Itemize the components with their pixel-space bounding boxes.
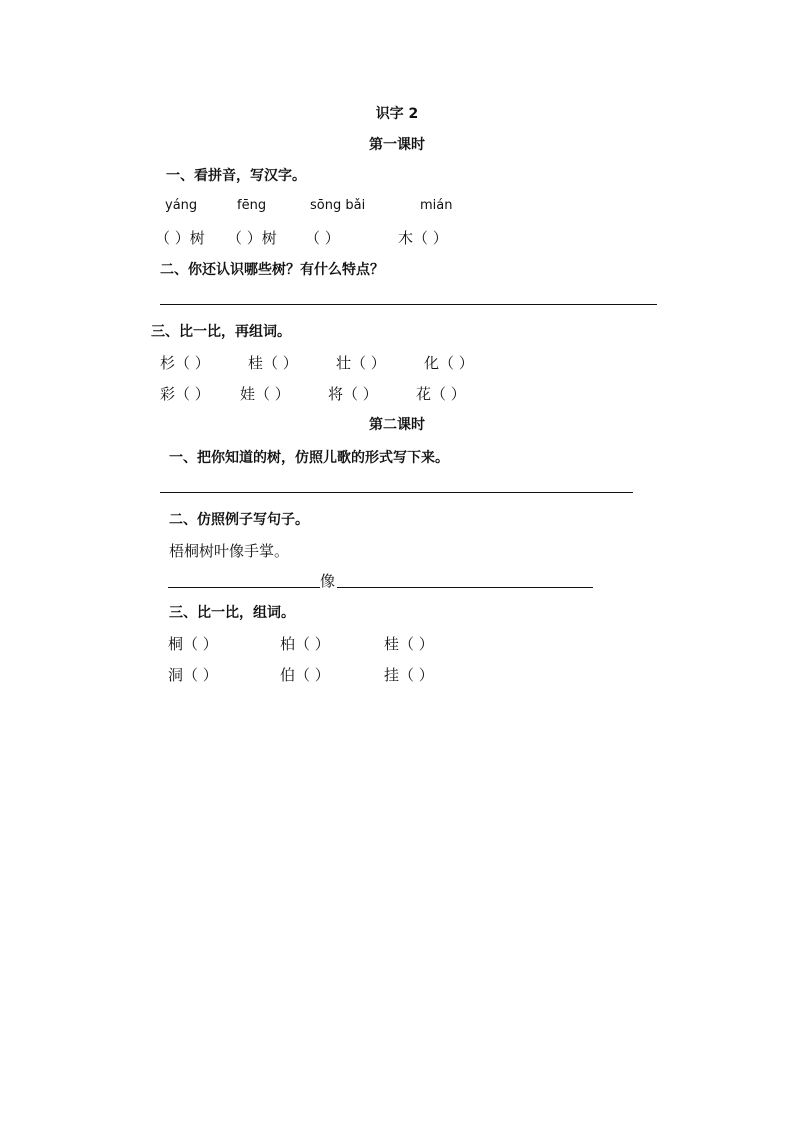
word-blank-gui2[interactable]: 桂（ ）	[384, 635, 434, 653]
word-blank-hua2[interactable]: 花（ ）	[416, 385, 466, 403]
answer-blank-2[interactable]: （ ）树	[227, 229, 277, 247]
word-blank-cai[interactable]: 彩（ ）	[160, 385, 210, 403]
pinyin-songbai: sōng bǎi	[310, 198, 366, 213]
word-blank-shan[interactable]: 杉（ ）	[160, 354, 210, 372]
pinyin-yang: yáng	[165, 198, 198, 213]
l1-q2-title: 二、你还认识哪些树？有什么特点？	[160, 262, 384, 278]
l2-q3-title: 三、比一比，组词。	[169, 605, 295, 621]
answer-blank-3[interactable]: （ ）	[305, 229, 340, 247]
word-blank-bai[interactable]: 柏（ ）	[280, 635, 330, 653]
word-blank-hua[interactable]: 化（ ）	[424, 354, 474, 372]
l1-q3-title: 三、比一比，再组词。	[151, 324, 291, 340]
word-blank-tong[interactable]: 桐（ ）	[168, 635, 218, 653]
pinyin-feng: fēng	[237, 198, 267, 213]
answer-line-trees[interactable]	[160, 304, 657, 305]
word-blank-gui[interactable]: 桂（ ）	[248, 354, 298, 372]
word-blank-jiang[interactable]: 将（ ）	[328, 385, 378, 403]
word-blank-gua[interactable]: 挂（ ）	[384, 666, 434, 684]
lesson1-heading: 第一课时	[369, 137, 425, 153]
l1-q1-title: 一、看拼音，写汉字。	[166, 168, 306, 184]
sentence-blank-right[interactable]	[337, 587, 593, 588]
lesson2-heading: 第二课时	[369, 417, 425, 433]
l2-q2-title: 二、仿照例子写句子。	[169, 512, 309, 528]
answer-blank-4[interactable]: 木（ ）	[398, 229, 448, 247]
word-blank-bo[interactable]: 伯（ ）	[280, 666, 330, 684]
word-blank-zhuang[interactable]: 壮（ ）	[336, 354, 386, 372]
word-blank-dong[interactable]: 洞（ ）	[168, 666, 218, 684]
answer-line-poem[interactable]	[160, 492, 633, 493]
pinyin-mian: mián	[420, 198, 453, 213]
answer-blank-1[interactable]: （ ）树	[155, 229, 205, 247]
word-blank-wa[interactable]: 娃（ ）	[240, 385, 290, 403]
page-title: 识字 2	[375, 106, 419, 122]
example-sentence: 梧桐树叶像手掌。	[169, 542, 290, 560]
sentence-blank-left[interactable]	[168, 587, 320, 588]
l2-q1-title: 一、把你知道的树，仿照儿歌的形式写下来。	[169, 450, 449, 466]
sentence-connector: 像	[320, 572, 336, 590]
